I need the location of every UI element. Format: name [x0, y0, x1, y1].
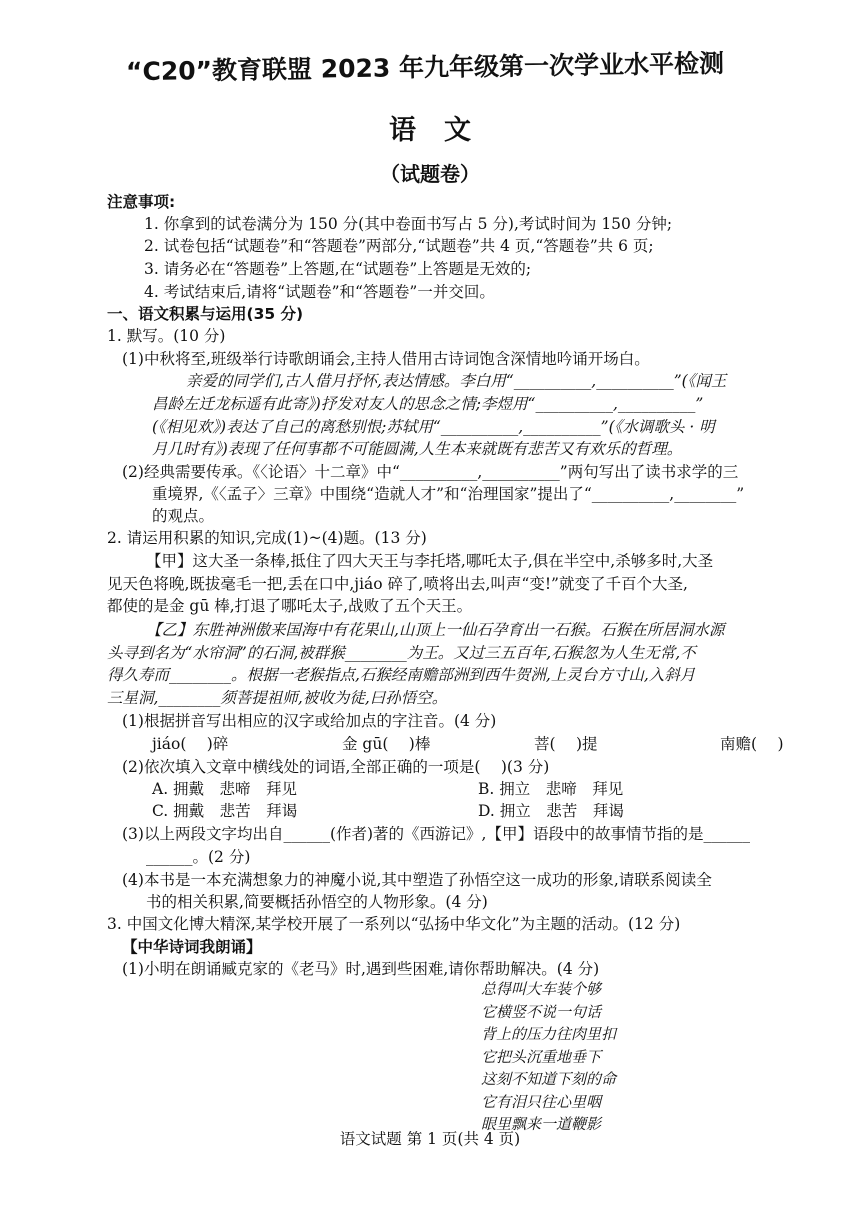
- q2-sub1-stem: (1)根据拼音写出相应的汉字或给加点的字注音。(4 分): [122, 712, 497, 730]
- q1-line: 月几时有》)表现了任何事都不可能圆满,人生本来就既有悲苦又有欢乐的哲理。: [152, 440, 683, 458]
- notice-item: 3. 请务必在“答题卷”上答题,在“试题卷”上答题是无效的;: [144, 260, 532, 278]
- poem-line: 它横竖不说一句话: [481, 1002, 602, 1021]
- subject-title: 语文: [389, 115, 499, 146]
- passage-yi-line: 【乙】东胜神洲傲来国海中有花果山,山顶上一仙石孕育出一石猴。石猴在所居洞水源: [146, 621, 725, 639]
- notice-item: 2. 试卷包括“试题卷”和“答题卷”两部分,“试题卷”共 4 页,“答题卷”共 6 页;: [144, 237, 654, 255]
- passage-yi-line: 三星洞,________须菩提祖师,被收为徒,曰孙悟空。: [107, 689, 448, 707]
- poem-line: 它有泪只往心里咽: [481, 1092, 602, 1111]
- question-2-stem: 2. 请运用积累的知识,完成(1)~(4)题。(13 分): [107, 529, 427, 547]
- question-3-stem: 3. 中国文化博大精深,某学校开展了一系列以“弘扬中华文化”为主题的活动。(12 分): [107, 915, 681, 933]
- pinyin-item: 南赡( ): [720, 735, 784, 753]
- passage-yi-line: 头寻到名为“水帘洞”的石洞,被群猴________为王。又过三五百年,石猴忽为人生无常,不: [107, 644, 696, 662]
- poem-line: 总得叫大车装个够: [481, 980, 602, 998]
- poem-excerpt: [481, 978, 616, 1136]
- pinyin-item: 金 gū( )棒: [342, 735, 431, 753]
- question-1-stem: 1. 默写。(10 分): [107, 327, 226, 345]
- passage-jia-line: 【甲】这大圣一条棒,抵住了四大天王与李托塔,哪吒太子,俱在半空中,杀够多时,大圣: [146, 552, 714, 570]
- passage-yi-line: 得久寿而________。根据一老猴指点,石猴经南赡部洲到西牛贺洲,上灵台方寸山,入斜月: [107, 666, 696, 684]
- section-heading: 一、语文积累与运用(35 分): [107, 305, 304, 323]
- option-b: B. 拥立 悲啼 拜见: [478, 780, 624, 798]
- poem-line: 眼里飘来一道鞭影: [481, 1115, 602, 1133]
- q2-sub4-line: (4)本书是一本充满想象力的神魔小说,其中塑造了孙悟空这一成功的形象,请联系阅读全: [122, 871, 712, 889]
- pinyin-item: jiáo( )碎: [152, 735, 229, 753]
- poem-line: 它把头沉重地垂下: [481, 1047, 602, 1066]
- poem-line: 背上的压力往肉里扣: [481, 1025, 617, 1043]
- q3-sub1-stem: (1)小明在朗诵臧克家的《老马》时,遇到些困难,请你帮助解决。(4 分): [122, 960, 600, 978]
- option-d: D. 拥立 悲苦 拜谒: [478, 802, 624, 820]
- poem-line: 这刻不知道下刻的命: [481, 1070, 617, 1088]
- q2-sub4-line: 书的相关积累,简要概括孙悟空的人物形象。(4 分): [146, 893, 488, 911]
- passage-jia-line: 都使的是金 gū 棒,打退了哪吒太子,战败了五个天王。: [107, 597, 473, 615]
- pinyin-item: 菩( )提: [534, 735, 598, 753]
- notice-item: 1. 你拿到的试卷满分为 150 分(其中卷面书写占 5 分),考试时间为 150 分钟;: [144, 215, 673, 233]
- q1-line: 亲爱的同学们,古人借月抒怀,表达情感。李白用“__________,__________”(《闻王: [186, 372, 727, 390]
- notice-item: 4. 考试结束后,请将“试题卷”和“答题卷”一并交回。: [144, 283, 495, 301]
- option-c: C. 拥戴 悲苦 拜谒: [152, 802, 298, 820]
- q1-line: 重境界,《〈孟子〉三章》中围绕“造就人才”和“治理国家”提出了“__________,________”: [152, 485, 745, 503]
- paper-type: （试题卷）: [380, 162, 480, 186]
- q1-line: 的观点。: [152, 507, 215, 525]
- q1-line: (2)经典需要传承。《〈论语〉十二章》中“__________,__________”两句写出了读书求学的三: [122, 463, 739, 481]
- q1-line: (《相见欢》)表达了自己的离愁别恨;苏轼用“__________,__________”(《水调歌头 · 明: [152, 418, 715, 436]
- q1-line: 昌龄左迁龙标遥有此寄》)抒发对友人的思念之情;李煜用“__________,__________”: [152, 395, 704, 413]
- q2-sub2-stem: (2)依次填入文章中横线处的词语,全部正确的一项是( )(3 分): [122, 758, 550, 776]
- passage-jia-line: 见天色将晚,既拔毫毛一把,丢在口中,jiáo 碎了,喷将出去,叫声“变!”就变了千百个大圣,: [107, 575, 688, 593]
- q2-sub3-line: ______。(2 分): [146, 848, 251, 866]
- page-footer: 语文试题 第 1 页(共 4 页): [339, 1130, 521, 1148]
- q2-sub3-line: (3)以上两段文字均出自______(作者)著的《西游记》,【甲】语段中的故事情节指的是______: [122, 825, 750, 843]
- notice-heading: 注意事项:: [107, 193, 176, 211]
- activity-heading: 【中华诗词我朗诵】: [122, 938, 262, 956]
- q1-line: (1)中秋将至,班级举行诗歌朗诵会,主持人借用古诗词饱含深情地吟诵开场白。: [122, 350, 650, 368]
- option-a: A. 拥戴 悲啼 拜见: [152, 780, 298, 798]
- exam-title: “C20”教育联盟 2023 年九年级第一次学业水平检测: [125, 48, 725, 87]
